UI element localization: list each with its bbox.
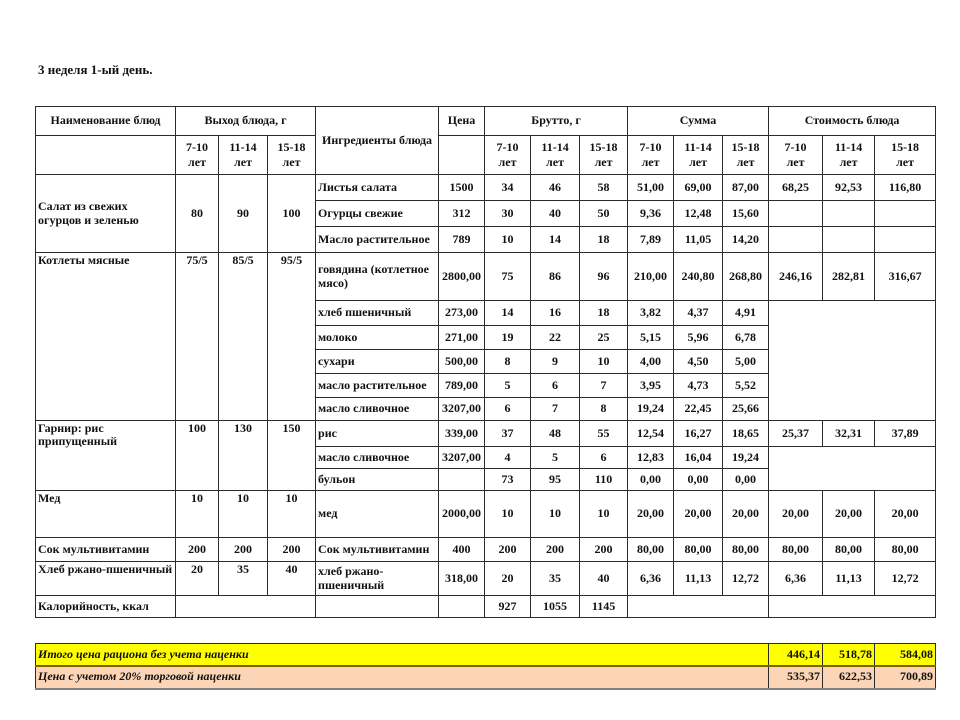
age-unit: лет <box>234 155 252 169</box>
sum-cell: 18,65 <box>723 421 769 447</box>
gross-cell: 75 <box>485 253 531 301</box>
page-title: 3 неделя 1-ый день. <box>38 62 153 77</box>
age-header <box>176 136 219 175</box>
age-unit: лет <box>689 155 708 169</box>
gross-cell: 48 <box>531 421 580 447</box>
gross-cell: 16 <box>531 301 580 326</box>
cost-cell <box>875 227 936 253</box>
age-range: 7-10 <box>639 140 662 154</box>
price-cell: 789 <box>439 227 485 253</box>
price-cell: 1500 <box>439 175 485 201</box>
sum-cell: 20,00 <box>628 491 674 538</box>
cost-cell: 37,89 <box>875 421 936 447</box>
age-header <box>219 136 268 175</box>
summary-markup-value: 700,89 <box>875 666 936 689</box>
output-cell: 95/5 <box>268 253 316 421</box>
gross-cell: 55 <box>580 421 628 447</box>
gross-cell: 46 <box>531 175 580 201</box>
age-header <box>485 136 531 175</box>
cost-cell: 12,72 <box>875 562 936 596</box>
output-cell: 10 <box>219 491 268 538</box>
gross-cell: 7 <box>580 374 628 398</box>
cost-cell: 80,00 <box>875 538 936 562</box>
price-cell: 2000,00 <box>439 491 485 538</box>
cost-cell: 246,16 <box>769 253 823 301</box>
header-row-2 <box>36 136 936 175</box>
age-unit: лет <box>896 155 915 169</box>
summary-total-row <box>36 644 936 666</box>
calories-label: Калорийность, ккал <box>36 596 176 618</box>
age-unit: лет <box>736 155 755 169</box>
age-unit: лет <box>188 155 206 169</box>
age-header <box>723 136 769 175</box>
sum-cell: 4,91 <box>723 301 769 326</box>
sum-cell: 16,04 <box>674 447 723 469</box>
output-cell: 100 <box>176 421 219 491</box>
summary-total-label: Итого цена рациона без учета наценки <box>36 644 769 666</box>
gross-cell: 4 <box>485 447 531 469</box>
gross-cell: 22 <box>531 326 580 350</box>
empty-cell <box>176 596 316 618</box>
age-header <box>674 136 723 175</box>
col-header-gross: Брутто, г <box>485 107 628 136</box>
gross-cell: 18 <box>580 301 628 326</box>
gross-cell: 6 <box>485 398 531 421</box>
ingredient-cell: Листья салата <box>316 175 439 201</box>
calories-value: 1055 <box>531 596 580 618</box>
age-header <box>875 136 936 175</box>
sum-cell: 5,15 <box>628 326 674 350</box>
table-row <box>36 538 936 562</box>
age-unit: лет <box>498 155 517 169</box>
gross-cell: 18 <box>580 227 628 253</box>
sum-cell: 5,96 <box>674 326 723 350</box>
age-header <box>580 136 628 175</box>
sum-cell: 16,27 <box>674 421 723 447</box>
sum-cell: 7,89 <box>628 227 674 253</box>
age-range: 15-18 <box>891 140 920 154</box>
sum-cell: 9,36 <box>628 201 674 227</box>
price-cell: 339,00 <box>439 421 485 447</box>
sum-cell: 4,37 <box>674 301 723 326</box>
sum-cell: 19,24 <box>628 398 674 421</box>
output-cell: 200 <box>268 538 316 562</box>
cost-cell <box>769 201 823 227</box>
ingredient-cell: масло сливочное <box>316 398 439 421</box>
age-range: 15-18 <box>731 140 760 154</box>
price-cell: 400 <box>439 538 485 562</box>
age-header <box>769 136 823 175</box>
gross-cell: 5 <box>531 447 580 469</box>
cost-cell: 20,00 <box>769 491 823 538</box>
age-header <box>628 136 674 175</box>
gross-cell: 95 <box>531 469 580 491</box>
cost-merged-empty-cell <box>769 447 936 491</box>
table-row <box>36 253 936 301</box>
age-range: 11-14 <box>684 140 712 154</box>
col-header-dish: Наименование блюд <box>36 107 176 136</box>
sum-cell: 12,83 <box>628 447 674 469</box>
sum-cell: 19,24 <box>723 447 769 469</box>
gross-cell: 37 <box>485 421 531 447</box>
price-cell: 271,00 <box>439 326 485 350</box>
gross-cell: 73 <box>485 469 531 491</box>
col-header-cost: Стоимость блюда <box>769 107 936 136</box>
sum-cell: 0,00 <box>674 469 723 491</box>
ration-table <box>35 106 936 618</box>
sum-cell: 22,45 <box>674 398 723 421</box>
price-cell: 2800,00 <box>439 253 485 301</box>
age-unit: лет <box>594 155 613 169</box>
gross-cell: 10 <box>485 491 531 538</box>
sum-cell: 3,95 <box>628 374 674 398</box>
output-cell: 10 <box>268 491 316 538</box>
gross-cell: 86 <box>531 253 580 301</box>
dish-name-cell: Салат из свежих огурцов и зеленью <box>36 175 176 253</box>
output-cell: 200 <box>219 538 268 562</box>
cost-merged-empty-cell <box>769 301 936 421</box>
age-unit: лет <box>546 155 564 169</box>
gross-cell: 50 <box>580 201 628 227</box>
gross-cell: 10 <box>580 491 628 538</box>
col-header-output: Выход блюда, г <box>176 107 316 136</box>
age-header <box>823 136 875 175</box>
age-range: 11-14 <box>229 140 257 154</box>
output-cell: 40 <box>268 562 316 596</box>
sum-cell: 12,48 <box>674 201 723 227</box>
price-cell: 3207,00 <box>439 447 485 469</box>
age-range: 15-18 <box>277 140 306 154</box>
sum-cell: 14,20 <box>723 227 769 253</box>
sum-cell: 15,60 <box>723 201 769 227</box>
summary-table <box>35 643 936 690</box>
summary-total-value: 584,08 <box>875 644 936 666</box>
empty-cell <box>628 596 769 618</box>
cost-cell <box>823 227 875 253</box>
cost-cell: 20,00 <box>823 491 875 538</box>
gross-cell: 35 <box>531 562 580 596</box>
empty-cell <box>769 596 936 618</box>
age-unit: лет <box>839 155 858 169</box>
table-row <box>36 491 936 538</box>
cost-cell: 92,53 <box>823 175 875 201</box>
ingredient-cell: сухари <box>316 350 439 374</box>
sum-cell: 80,00 <box>674 538 723 562</box>
gross-cell: 10 <box>485 227 531 253</box>
age-unit: лет <box>786 155 805 169</box>
ingredient-cell: масло растительное <box>316 374 439 398</box>
summary-total-value: 446,14 <box>769 644 823 666</box>
cost-cell <box>875 201 936 227</box>
sum-cell: 20,00 <box>723 491 769 538</box>
gross-cell: 200 <box>485 538 531 562</box>
sum-cell: 5,52 <box>723 374 769 398</box>
sum-cell: 51,00 <box>628 175 674 201</box>
gross-cell: 200 <box>531 538 580 562</box>
summary-total-value: 518,78 <box>823 644 875 666</box>
sum-cell: 0,00 <box>628 469 674 491</box>
sum-cell: 20,00 <box>674 491 723 538</box>
age-range: 7-10 <box>784 140 807 154</box>
cost-cell: 25,37 <box>769 421 823 447</box>
output-cell: 35 <box>219 562 268 596</box>
ingredient-cell: рис <box>316 421 439 447</box>
price-cell: 3207,00 <box>439 398 485 421</box>
empty-cell <box>316 596 439 618</box>
sum-cell: 3,82 <box>628 301 674 326</box>
empty-cell <box>36 136 176 175</box>
sum-cell: 87,00 <box>723 175 769 201</box>
output-cell: 20 <box>176 562 219 596</box>
gross-cell: 5 <box>485 374 531 398</box>
sum-cell: 0,00 <box>723 469 769 491</box>
gross-cell: 6 <box>531 374 580 398</box>
summary-markup-value: 622,53 <box>823 666 875 689</box>
summary-markup-row <box>36 666 936 689</box>
sum-cell: 4,50 <box>674 350 723 374</box>
gross-cell: 110 <box>580 469 628 491</box>
ingredient-cell: бульон <box>316 469 439 491</box>
cost-cell: 11,13 <box>823 562 875 596</box>
sum-cell: 268,80 <box>723 253 769 301</box>
sum-cell: 210,00 <box>628 253 674 301</box>
calories-value: 1145 <box>580 596 628 618</box>
gross-cell: 10 <box>531 491 580 538</box>
gross-cell: 96 <box>580 253 628 301</box>
gross-cell: 10 <box>580 350 628 374</box>
gross-cell: 25 <box>580 326 628 350</box>
dish-name-cell: Мед <box>36 491 176 538</box>
cost-cell: 80,00 <box>769 538 823 562</box>
sum-cell: 80,00 <box>723 538 769 562</box>
empty-cell <box>439 596 485 618</box>
gross-cell: 14 <box>531 227 580 253</box>
age-range: 11-14 <box>834 140 863 154</box>
output-cell: 80 <box>176 175 219 253</box>
ingredient-cell: Огурцы свежие <box>316 201 439 227</box>
ingredient-cell: масло сливочное <box>316 447 439 469</box>
output-cell: 10 <box>176 491 219 538</box>
price-cell: 273,00 <box>439 301 485 326</box>
ingredient-cell: хлеб ржано-пшеничный <box>316 562 439 596</box>
sum-cell: 80,00 <box>628 538 674 562</box>
cost-cell <box>769 227 823 253</box>
gross-cell: 19 <box>485 326 531 350</box>
sum-cell: 6,36 <box>628 562 674 596</box>
gross-cell: 14 <box>485 301 531 326</box>
sum-cell: 5,00 <box>723 350 769 374</box>
age-unit: лет <box>282 155 301 169</box>
output-cell: 130 <box>219 421 268 491</box>
price-cell: 318,00 <box>439 562 485 596</box>
age-range: 15-18 <box>589 140 618 154</box>
dish-name-cell: Хлеб ржано-пшеничный <box>36 562 176 596</box>
sum-cell: 11,05 <box>674 227 723 253</box>
sum-cell: 6,78 <box>723 326 769 350</box>
gross-cell: 58 <box>580 175 628 201</box>
price-cell: 500,00 <box>439 350 485 374</box>
gross-cell: 8 <box>580 398 628 421</box>
gross-cell: 200 <box>580 538 628 562</box>
age-unit: лет <box>641 155 660 169</box>
sum-cell: 12,72 <box>723 562 769 596</box>
cost-cell: 32,31 <box>823 421 875 447</box>
gross-cell: 40 <box>580 562 628 596</box>
sum-cell: 4,00 <box>628 350 674 374</box>
gross-cell: 8 <box>485 350 531 374</box>
ingredient-cell: хлеб пшеничный <box>316 301 439 326</box>
ingredient-cell: молоко <box>316 326 439 350</box>
calories-value: 927 <box>485 596 531 618</box>
age-header <box>531 136 580 175</box>
gross-cell: 20 <box>485 562 531 596</box>
sum-cell: 12,54 <box>628 421 674 447</box>
header-row-1 <box>36 107 936 136</box>
sum-cell: 11,13 <box>674 562 723 596</box>
cost-cell: 6,36 <box>769 562 823 596</box>
col-header-price: Цена <box>439 107 485 136</box>
cost-cell: 68,25 <box>769 175 823 201</box>
age-range: 7-10 <box>496 140 519 154</box>
ingredient-cell: мед <box>316 491 439 538</box>
calories-row <box>36 596 936 618</box>
dish-name-cell: Сок мультивитамин <box>36 538 176 562</box>
table-row <box>36 562 936 596</box>
ingredient-cell: Сок мультивитамин <box>316 538 439 562</box>
price-cell: 312 <box>439 201 485 227</box>
ingredient-cell: говядина (котлетное мясо) <box>316 253 439 301</box>
summary-markup-value: 535,37 <box>769 666 823 689</box>
output-cell: 200 <box>176 538 219 562</box>
age-range: 7-10 <box>186 140 208 154</box>
cost-cell: 316,67 <box>875 253 936 301</box>
price-cell <box>439 469 485 491</box>
table-row <box>36 175 936 201</box>
cost-cell: 116,80 <box>875 175 936 201</box>
dish-name-cell: Котлеты мясные <box>36 253 176 421</box>
age-header <box>268 136 316 175</box>
output-cell: 85/5 <box>219 253 268 421</box>
gross-cell: 7 <box>531 398 580 421</box>
col-header-ingredients: Ингредиенты блюда <box>316 107 439 175</box>
summary-markup-label: Цена с учетом 20% торговой наценки <box>36 666 769 689</box>
price-cell: 789,00 <box>439 374 485 398</box>
dish-name-cell: Гарнир: рис припущенный <box>36 421 176 491</box>
table-row <box>36 421 936 447</box>
output-cell: 75/5 <box>176 253 219 421</box>
age-range: 11-14 <box>541 140 569 154</box>
gross-cell: 34 <box>485 175 531 201</box>
sum-cell: 4,73 <box>674 374 723 398</box>
output-cell: 90 <box>219 175 268 253</box>
sum-cell: 25,66 <box>723 398 769 421</box>
cost-cell: 80,00 <box>823 538 875 562</box>
col-header-sum: Сумма <box>628 107 769 136</box>
output-cell: 100 <box>268 175 316 253</box>
cost-cell: 20,00 <box>875 491 936 538</box>
sum-cell: 69,00 <box>674 175 723 201</box>
cost-cell: 282,81 <box>823 253 875 301</box>
cost-cell <box>823 201 875 227</box>
ingredient-cell: Масло растительное <box>316 227 439 253</box>
sum-cell: 240,80 <box>674 253 723 301</box>
output-cell: 150 <box>268 421 316 491</box>
gross-cell: 6 <box>580 447 628 469</box>
empty-cell <box>439 136 485 175</box>
gross-cell: 9 <box>531 350 580 374</box>
gross-cell: 40 <box>531 201 580 227</box>
gross-cell: 30 <box>485 201 531 227</box>
